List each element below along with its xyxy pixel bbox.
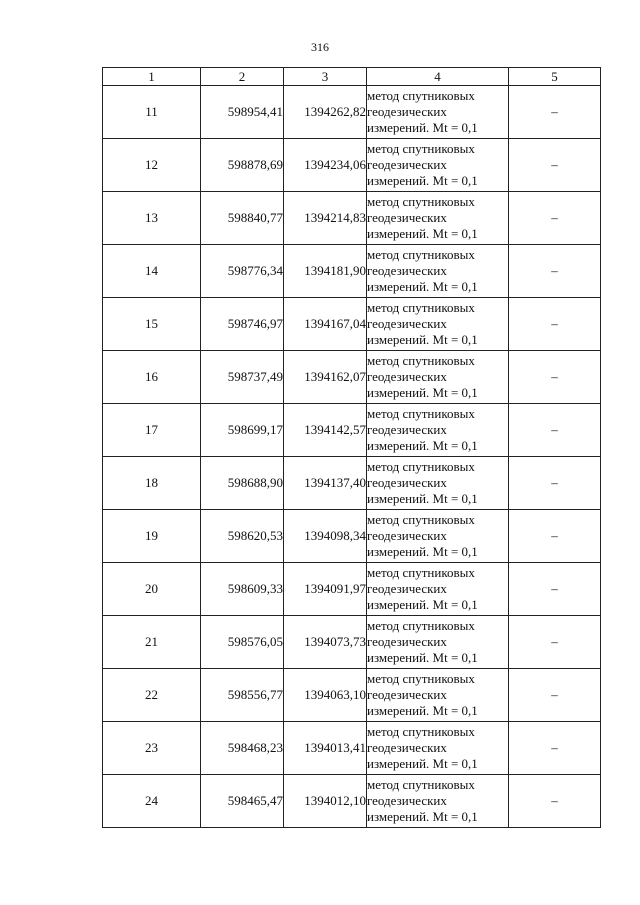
method-line: геодезических xyxy=(367,528,447,543)
point-number: 24 xyxy=(103,775,201,828)
note-cell: – xyxy=(509,245,601,298)
x-coordinate: 598746,97 xyxy=(201,298,284,351)
measurement-method xyxy=(367,298,509,351)
x-coordinate: 598620,53 xyxy=(201,510,284,563)
table-row xyxy=(103,192,601,245)
measurement-method xyxy=(367,351,509,404)
table-row xyxy=(103,722,601,775)
measurement-method xyxy=(367,616,509,669)
method-line: измерений. Mt = 0,1 xyxy=(367,650,478,665)
method-line: геодезических xyxy=(367,210,447,225)
x-coordinate: 598737,49 xyxy=(201,351,284,404)
method-line: геодезических xyxy=(367,740,447,755)
method-line: измерений. Mt = 0,1 xyxy=(367,544,478,559)
method-line: метод спутниковых xyxy=(367,724,475,739)
table-row xyxy=(103,139,601,192)
column-header: 2 xyxy=(201,68,284,86)
method-line: метод спутниковых xyxy=(367,671,475,686)
note-cell: – xyxy=(509,669,601,722)
x-coordinate: 598468,23 xyxy=(201,722,284,775)
table-row xyxy=(103,457,601,510)
x-coordinate: 598576,05 xyxy=(201,616,284,669)
measurement-method xyxy=(367,722,509,775)
method-line: измерений. Mt = 0,1 xyxy=(367,491,478,506)
method-line: метод спутниковых xyxy=(367,353,475,368)
note-cell: – xyxy=(509,510,601,563)
method-line: геодезических xyxy=(367,793,447,808)
note-cell: – xyxy=(509,404,601,457)
point-number: 11 xyxy=(103,86,201,139)
note-cell: – xyxy=(509,616,601,669)
point-number: 12 xyxy=(103,139,201,192)
method-line: измерений. Mt = 0,1 xyxy=(367,438,478,453)
note-cell: – xyxy=(509,86,601,139)
point-number: 22 xyxy=(103,669,201,722)
method-line: геодезических xyxy=(367,316,447,331)
y-coordinate: 1394181,90 xyxy=(284,245,367,298)
y-coordinate: 1394137,40 xyxy=(284,457,367,510)
method-line: метод спутниковых xyxy=(367,194,475,209)
method-line: метод спутниковых xyxy=(367,459,475,474)
point-number: 19 xyxy=(103,510,201,563)
note-cell: – xyxy=(509,457,601,510)
table-row xyxy=(103,404,601,457)
measurement-method xyxy=(367,669,509,722)
table-row xyxy=(103,245,601,298)
method-line: измерений. Mt = 0,1 xyxy=(367,756,478,771)
method-line: геодезических xyxy=(367,581,447,596)
table-row xyxy=(103,510,601,563)
method-line: измерений. Mt = 0,1 xyxy=(367,597,478,612)
method-line: измерений. Mt = 0,1 xyxy=(367,120,478,135)
method-line: геодезических xyxy=(367,104,447,119)
method-line: геодезических xyxy=(367,422,447,437)
method-line: геодезических xyxy=(367,475,447,490)
y-coordinate: 1394214,83 xyxy=(284,192,367,245)
table-row xyxy=(103,775,601,828)
measurement-method xyxy=(367,775,509,828)
note-cell: – xyxy=(509,139,601,192)
y-coordinate: 1394234,06 xyxy=(284,139,367,192)
point-number: 20 xyxy=(103,563,201,616)
table-header-row xyxy=(103,68,601,86)
point-number: 15 xyxy=(103,298,201,351)
method-line: геодезических xyxy=(367,369,447,384)
y-coordinate: 1394142,57 xyxy=(284,404,367,457)
point-number: 18 xyxy=(103,457,201,510)
measurement-method xyxy=(367,510,509,563)
measurement-method xyxy=(367,563,509,616)
note-cell: – xyxy=(509,775,601,828)
point-number: 16 xyxy=(103,351,201,404)
method-line: метод спутниковых xyxy=(367,512,475,527)
table-row xyxy=(103,351,601,404)
method-line: метод спутниковых xyxy=(367,618,475,633)
point-number: 17 xyxy=(103,404,201,457)
x-coordinate: 598954,41 xyxy=(201,86,284,139)
x-coordinate: 598688,90 xyxy=(201,457,284,510)
measurement-method xyxy=(367,86,509,139)
y-coordinate: 1394073,73 xyxy=(284,616,367,669)
coordinates-table xyxy=(102,67,601,828)
point-number: 23 xyxy=(103,722,201,775)
table-body xyxy=(103,86,601,828)
y-coordinate: 1394162,07 xyxy=(284,351,367,404)
method-line: метод спутниковых xyxy=(367,406,475,421)
y-coordinate: 1394063,10 xyxy=(284,669,367,722)
y-coordinate: 1394091,97 xyxy=(284,563,367,616)
x-coordinate: 598465,47 xyxy=(201,775,284,828)
method-line: метод спутниковых xyxy=(367,300,475,315)
page-number: 316 xyxy=(311,40,329,54)
table-row xyxy=(103,616,601,669)
x-coordinate: 598699,17 xyxy=(201,404,284,457)
table-row xyxy=(103,86,601,139)
method-line: геодезических xyxy=(367,263,447,278)
measurement-method xyxy=(367,192,509,245)
method-line: измерений. Mt = 0,1 xyxy=(367,226,478,241)
method-line: метод спутниковых xyxy=(367,141,475,156)
note-cell: – xyxy=(509,298,601,351)
method-line: метод спутниковых xyxy=(367,247,475,262)
table-row xyxy=(103,298,601,351)
measurement-method xyxy=(367,457,509,510)
method-line: измерений. Mt = 0,1 xyxy=(367,279,478,294)
table-row xyxy=(103,669,601,722)
method-line: геодезических xyxy=(367,687,447,702)
note-cell: – xyxy=(509,192,601,245)
x-coordinate: 598776,34 xyxy=(201,245,284,298)
note-cell: – xyxy=(509,722,601,775)
y-coordinate: 1394098,34 xyxy=(284,510,367,563)
method-line: геодезических xyxy=(367,157,447,172)
column-header: 4 xyxy=(367,68,509,86)
y-coordinate: 1394167,04 xyxy=(284,298,367,351)
method-line: геодезических xyxy=(367,634,447,649)
method-line: измерений. Mt = 0,1 xyxy=(367,332,478,347)
method-line: измерений. Mt = 0,1 xyxy=(367,809,478,824)
method-line: измерений. Mt = 0,1 xyxy=(367,173,478,188)
column-header: 3 xyxy=(284,68,367,86)
method-line: метод спутниковых xyxy=(367,565,475,580)
y-coordinate: 1394012,10 xyxy=(284,775,367,828)
point-number: 13 xyxy=(103,192,201,245)
column-header: 1 xyxy=(103,68,201,86)
x-coordinate: 598609,33 xyxy=(201,563,284,616)
measurement-method xyxy=(367,139,509,192)
method-line: метод спутниковых xyxy=(367,88,475,103)
measurement-method xyxy=(367,245,509,298)
note-cell: – xyxy=(509,563,601,616)
x-coordinate: 598840,77 xyxy=(201,192,284,245)
x-coordinate: 598556,77 xyxy=(201,669,284,722)
method-line: измерений. Mt = 0,1 xyxy=(367,703,478,718)
table-row xyxy=(103,563,601,616)
method-line: метод спутниковых xyxy=(367,777,475,792)
method-line: измерений. Mt = 0,1 xyxy=(367,385,478,400)
y-coordinate: 1394013,41 xyxy=(284,722,367,775)
measurement-method xyxy=(367,404,509,457)
x-coordinate: 598878,69 xyxy=(201,139,284,192)
note-cell: – xyxy=(509,351,601,404)
y-coordinate: 1394262,82 xyxy=(284,86,367,139)
point-number: 14 xyxy=(103,245,201,298)
point-number: 21 xyxy=(103,616,201,669)
column-header: 5 xyxy=(509,68,601,86)
